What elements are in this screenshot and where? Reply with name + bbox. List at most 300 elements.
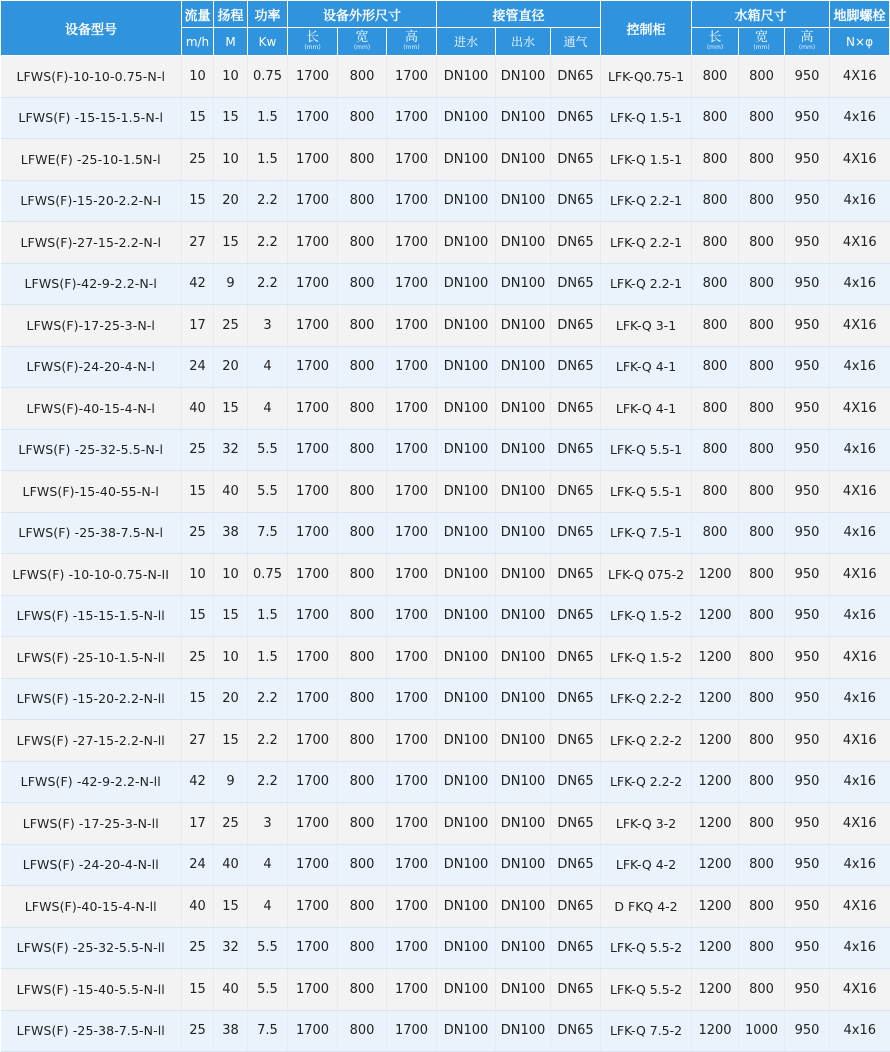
cell-pipe-vent: DN65 — [551, 1010, 601, 1052]
cell-tank-width: 800 — [739, 346, 785, 388]
table-row — [1, 263, 890, 305]
cell-tank-height: 950 — [785, 263, 830, 305]
cell-tank-width: 800 — [739, 678, 785, 720]
table-row — [1, 844, 890, 886]
cell-tank-width: 800 — [739, 139, 785, 181]
cell-length: 1700 — [288, 844, 338, 886]
cell-pipe-in: DN100 — [437, 803, 496, 845]
cell-tank-width: 800 — [739, 720, 785, 762]
cell-head: 32 — [214, 429, 248, 471]
cell-flow: 27 — [182, 720, 214, 762]
cell-cabinet: LFK-Q 2.2-1 — [601, 263, 692, 305]
cell-tank-width: 800 — [739, 512, 785, 554]
cell-tank-width: 800 — [739, 222, 785, 264]
cell-head: 25 — [214, 803, 248, 845]
cell-width: 800 — [338, 886, 387, 928]
cell-power: 2.2 — [248, 263, 288, 305]
cell-power: 2.2 — [248, 678, 288, 720]
header-tank-width — [739, 28, 785, 56]
cell-pipe-vent: DN65 — [551, 844, 601, 886]
cell-flow: 25 — [182, 637, 214, 679]
cell-pipe-in: DN100 — [437, 761, 496, 803]
table-row — [1, 637, 890, 679]
cell-tank-length: 800 — [692, 139, 739, 181]
cell-flow: 17 — [182, 305, 214, 347]
cell-tank-length: 800 — [692, 97, 739, 139]
header-power: 功率 — [248, 1, 288, 28]
cell-head: 15 — [214, 720, 248, 762]
cell-cabinet: LFK-Q 1.5-2 — [601, 637, 692, 679]
cell-pipe-in: DN100 — [437, 56, 496, 98]
cell-pipe-in: DN100 — [437, 720, 496, 762]
cell-pipe-vent: DN65 — [551, 263, 601, 305]
cell-model: LFWS(F) -15-20-2.2-N-ll — [1, 678, 182, 720]
cell-width: 800 — [338, 56, 387, 98]
cell-model: LFWS(F) -42-9-2.2-N-ll — [1, 761, 182, 803]
cell-bolt: 4x16 — [830, 1010, 890, 1052]
table-header — [1, 1, 890, 56]
cell-head: 20 — [214, 678, 248, 720]
header-tank-height-unit: (mm) — [798, 44, 816, 51]
cell-head: 40 — [214, 471, 248, 513]
cell-tank-width: 800 — [739, 56, 785, 98]
cell-tank-length: 800 — [692, 180, 739, 222]
table-row — [1, 678, 890, 720]
cell-model: LFWS(F) -15-40-5.5-N-ll — [1, 969, 182, 1011]
cell-power: 4 — [248, 346, 288, 388]
header-pipe-vent: 通气 — [551, 28, 601, 56]
cell-tank-length: 800 — [692, 512, 739, 554]
header-head: 扬程 — [214, 1, 248, 28]
cell-pipe-out: DN100 — [496, 927, 551, 969]
cell-model: LFWS(F)-17-25-3-N-l — [1, 305, 182, 347]
cell-head: 40 — [214, 969, 248, 1011]
cell-width: 800 — [338, 554, 387, 596]
table-row — [1, 720, 890, 762]
cell-tank-height: 950 — [785, 139, 830, 181]
cell-length: 1700 — [288, 222, 338, 264]
cell-pipe-vent: DN65 — [551, 720, 601, 762]
cell-cabinet: LFK-Q 1.5-1 — [601, 97, 692, 139]
cell-bolt: 4x16 — [830, 429, 890, 471]
cell-tank-length: 1200 — [692, 969, 739, 1011]
cell-flow: 15 — [182, 678, 214, 720]
cell-width: 800 — [338, 305, 387, 347]
cell-tank-height: 950 — [785, 1010, 830, 1052]
cell-tank-length: 1200 — [692, 844, 739, 886]
cell-tank-height: 950 — [785, 471, 830, 513]
header-tank-width-label: 宽 — [755, 30, 769, 45]
cell-cabinet: LFK-Q0.75-1 — [601, 56, 692, 98]
cell-tank-width: 800 — [739, 761, 785, 803]
cell-head: 38 — [214, 1010, 248, 1052]
header-bolt: 地脚螺栓 — [830, 1, 890, 28]
cell-length: 1700 — [288, 595, 338, 637]
table-row — [1, 180, 890, 222]
cell-model: LFWS(F)-40-15-4-N-l — [1, 388, 182, 430]
header-dims-group: 设备外形尺寸 — [288, 1, 437, 28]
cell-power: 0.75 — [248, 56, 288, 98]
cell-bolt: 4X16 — [830, 471, 890, 513]
cell-width: 800 — [338, 595, 387, 637]
cell-length: 1700 — [288, 139, 338, 181]
cell-pipe-in: DN100 — [437, 305, 496, 347]
cell-head: 15 — [214, 595, 248, 637]
cell-tank-height: 950 — [785, 512, 830, 554]
cell-cabinet: LFK-Q 2.2-2 — [601, 761, 692, 803]
cell-pipe-out: DN100 — [496, 139, 551, 181]
cell-flow: 25 — [182, 927, 214, 969]
cell-cabinet: LFK-Q 4-1 — [601, 346, 692, 388]
cell-cabinet: LFK-Q 2.2-1 — [601, 180, 692, 222]
cell-tank-height: 950 — [785, 222, 830, 264]
cell-power: 7.5 — [248, 512, 288, 554]
cell-flow: 10 — [182, 554, 214, 596]
cell-pipe-in: DN100 — [437, 844, 496, 886]
cell-pipe-in: DN100 — [437, 180, 496, 222]
cell-cabinet: LFK-Q 4-2 — [601, 844, 692, 886]
table-row — [1, 512, 890, 554]
cell-pipe-out: DN100 — [496, 595, 551, 637]
header-dim-length-label: 长 — [305, 30, 319, 45]
cell-flow: 24 — [182, 844, 214, 886]
cell-length: 1700 — [288, 803, 338, 845]
cell-pipe-vent: DN65 — [551, 637, 601, 679]
cell-model: LFWS(F)-40-15-4-N-ll — [1, 886, 182, 928]
header-tank-width-unit: (mm) — [753, 44, 770, 51]
cell-height: 1700 — [387, 803, 437, 845]
cell-width: 800 — [338, 388, 387, 430]
cell-pipe-out: DN100 — [496, 512, 551, 554]
cell-height: 1700 — [387, 263, 437, 305]
cell-height: 1700 — [387, 222, 437, 264]
table-row — [1, 595, 890, 637]
cell-tank-length: 800 — [692, 388, 739, 430]
header-cabinet: 控制柜 — [601, 1, 692, 56]
header-pipe-group: 接管直径 — [437, 1, 601, 28]
cell-pipe-vent: DN65 — [551, 429, 601, 471]
cell-cabinet: LFK-Q 2.2-2 — [601, 720, 692, 762]
cell-pipe-out: DN100 — [496, 56, 551, 98]
cell-height: 1700 — [387, 429, 437, 471]
cell-pipe-vent: DN65 — [551, 803, 601, 845]
header-power-unit: Kw — [248, 28, 288, 56]
cell-flow: 25 — [182, 512, 214, 554]
cell-cabinet: LFK-Q 2.2-2 — [601, 678, 692, 720]
cell-width: 800 — [338, 346, 387, 388]
cell-head: 9 — [214, 761, 248, 803]
cell-tank-length: 1200 — [692, 678, 739, 720]
cell-pipe-in: DN100 — [437, 678, 496, 720]
cell-tank-length: 1200 — [692, 927, 739, 969]
cell-cabinet: LFK-Q 7.5-1 — [601, 512, 692, 554]
cell-bolt: 4X16 — [830, 803, 890, 845]
cell-flow: 15 — [182, 97, 214, 139]
cell-tank-width: 800 — [739, 180, 785, 222]
cell-pipe-out: DN100 — [496, 803, 551, 845]
cell-pipe-out: DN100 — [496, 844, 551, 886]
cell-bolt: 4x16 — [830, 512, 890, 554]
cell-length: 1700 — [288, 886, 338, 928]
cell-power: 2.2 — [248, 222, 288, 264]
header-bolt-unit: N×φ — [830, 28, 890, 56]
cell-tank-length: 1200 — [692, 720, 739, 762]
cell-bolt: 4X16 — [830, 305, 890, 347]
cell-pipe-vent: DN65 — [551, 388, 601, 430]
cell-tank-width: 800 — [739, 886, 785, 928]
cell-length: 1700 — [288, 678, 338, 720]
cell-tank-length: 1200 — [692, 803, 739, 845]
cell-flow: 15 — [182, 471, 214, 513]
cell-tank-height: 950 — [785, 927, 830, 969]
cell-bolt: 4x16 — [830, 180, 890, 222]
cell-tank-width: 800 — [739, 637, 785, 679]
cell-height: 1700 — [387, 139, 437, 181]
cell-height: 1700 — [387, 512, 437, 554]
header-pipe-in: 进水 — [437, 28, 496, 56]
cell-head: 20 — [214, 180, 248, 222]
cell-power: 1.5 — [248, 637, 288, 679]
cell-head: 32 — [214, 927, 248, 969]
cell-length: 1700 — [288, 97, 338, 139]
cell-tank-width: 800 — [739, 305, 785, 347]
table-row — [1, 761, 890, 803]
cell-pipe-vent: DN65 — [551, 139, 601, 181]
cell-model: LFWS(F) -15-15-1.5-N-l — [1, 97, 182, 139]
cell-pipe-out: DN100 — [496, 471, 551, 513]
table-row — [1, 429, 890, 471]
cell-head: 10 — [214, 637, 248, 679]
cell-pipe-out: DN100 — [496, 305, 551, 347]
cell-pipe-in: DN100 — [437, 471, 496, 513]
cell-pipe-in: DN100 — [437, 554, 496, 596]
cell-pipe-in: DN100 — [437, 595, 496, 637]
cell-flow: 17 — [182, 803, 214, 845]
cell-power: 0.75 — [248, 554, 288, 596]
header-model: 设备型号 — [1, 1, 182, 56]
cell-tank-width: 800 — [739, 927, 785, 969]
cell-tank-length: 800 — [692, 56, 739, 98]
cell-bolt: 4X16 — [830, 886, 890, 928]
cell-flow: 15 — [182, 180, 214, 222]
cell-width: 800 — [338, 263, 387, 305]
cell-head: 15 — [214, 97, 248, 139]
cell-pipe-vent: DN65 — [551, 554, 601, 596]
cell-tank-length: 1200 — [692, 886, 739, 928]
header-tank-length-unit: (mm) — [706, 44, 724, 51]
cell-tank-height: 950 — [785, 97, 830, 139]
cell-cabinet: LFK-Q 3-1 — [601, 305, 692, 347]
cell-cabinet: LFK-Q 5.5-2 — [601, 927, 692, 969]
header-flow: 流量 — [182, 1, 214, 28]
cell-flow: 25 — [182, 1010, 214, 1052]
cell-tank-height: 950 — [785, 637, 830, 679]
cell-tank-height: 950 — [785, 803, 830, 845]
cell-tank-height: 950 — [785, 56, 830, 98]
table-row — [1, 969, 890, 1011]
cell-flow: 24 — [182, 346, 214, 388]
cell-head: 10 — [214, 554, 248, 596]
cell-length: 1700 — [288, 388, 338, 430]
cell-model: LFWS(F) -27-15-2.2-N-ll — [1, 720, 182, 762]
cell-bolt: 4X16 — [830, 139, 890, 181]
cell-model: LFWS(F) -15-15-1.5-N-ll — [1, 595, 182, 637]
cell-tank-length: 800 — [692, 263, 739, 305]
cell-pipe-vent: DN65 — [551, 180, 601, 222]
cell-head: 15 — [214, 388, 248, 430]
cell-tank-height: 950 — [785, 554, 830, 596]
header-dim-width-label: 宽 — [355, 30, 369, 45]
cell-width: 800 — [338, 927, 387, 969]
cell-cabinet: LFK-Q 075-2 — [601, 554, 692, 596]
cell-flow: 15 — [182, 969, 214, 1011]
header-tank-height — [785, 28, 830, 56]
cell-tank-width: 800 — [739, 803, 785, 845]
cell-width: 800 — [338, 720, 387, 762]
cell-tank-width: 800 — [739, 969, 785, 1011]
cell-bolt: 4x16 — [830, 761, 890, 803]
table-row — [1, 927, 890, 969]
cell-power: 3 — [248, 305, 288, 347]
cell-length: 1700 — [288, 637, 338, 679]
cell-cabinet: LFK-Q 4-1 — [601, 388, 692, 430]
cell-tank-length: 1200 — [692, 637, 739, 679]
table-row — [1, 388, 890, 430]
cell-model: LFWE(F) -25-10-1.5N-l — [1, 139, 182, 181]
cell-power: 2.2 — [248, 761, 288, 803]
cell-tank-width: 800 — [739, 263, 785, 305]
cell-power: 1.5 — [248, 595, 288, 637]
header-dim-width — [338, 28, 387, 56]
cell-head: 38 — [214, 512, 248, 554]
cell-pipe-vent: DN65 — [551, 56, 601, 98]
cell-bolt: 4x16 — [830, 263, 890, 305]
cell-tank-width: 800 — [739, 97, 785, 139]
cell-pipe-out: DN100 — [496, 346, 551, 388]
header-dim-width-unit: (mm) — [353, 44, 371, 51]
header-flow-unit: m/h — [182, 28, 214, 56]
cell-height: 1700 — [387, 595, 437, 637]
cell-pipe-in: DN100 — [437, 1010, 496, 1052]
cell-height: 1700 — [387, 471, 437, 513]
cell-bolt: 4x16 — [830, 595, 890, 637]
header-dim-height-label: 高 — [405, 30, 419, 45]
cell-pipe-out: DN100 — [496, 761, 551, 803]
cell-tank-length: 800 — [692, 305, 739, 347]
header-dim-length — [288, 28, 338, 56]
cell-pipe-vent: DN65 — [551, 927, 601, 969]
cell-model: LFWS(F)-27-15-2.2-N-l — [1, 222, 182, 264]
cell-width: 800 — [338, 471, 387, 513]
cell-tank-length: 1200 — [692, 761, 739, 803]
cell-bolt: 4X16 — [830, 969, 890, 1011]
cell-head: 9 — [214, 263, 248, 305]
cell-bolt: 4x16 — [830, 844, 890, 886]
cell-tank-length: 800 — [692, 222, 739, 264]
cell-length: 1700 — [288, 927, 338, 969]
cell-pipe-vent: DN65 — [551, 97, 601, 139]
cell-pipe-out: DN100 — [496, 969, 551, 1011]
cell-pipe-in: DN100 — [437, 886, 496, 928]
header-head-unit: M — [214, 28, 248, 56]
cell-flow: 10 — [182, 56, 214, 98]
cell-pipe-vent: DN65 — [551, 305, 601, 347]
cell-height: 1700 — [387, 969, 437, 1011]
cell-length: 1700 — [288, 56, 338, 98]
cell-length: 1700 — [288, 263, 338, 305]
cell-width: 800 — [338, 180, 387, 222]
header-tank-length — [692, 28, 739, 56]
header-pipe-out: 出水 — [496, 28, 551, 56]
cell-bolt: 4x16 — [830, 678, 890, 720]
cell-model: LFWS(F)-15-20-2.2-N-I — [1, 180, 182, 222]
cell-tank-height: 950 — [785, 844, 830, 886]
cell-bolt: 4x16 — [830, 927, 890, 969]
cell-power: 7.5 — [248, 1010, 288, 1052]
table-row — [1, 305, 890, 347]
cell-pipe-out: DN100 — [496, 678, 551, 720]
cell-pipe-vent: DN65 — [551, 969, 601, 1011]
header-tank-height-label: 高 — [800, 30, 814, 45]
cell-bolt: 4X16 — [830, 720, 890, 762]
cell-pipe-in: DN100 — [437, 429, 496, 471]
header-tank-length-label: 长 — [708, 30, 722, 45]
cell-pipe-in: DN100 — [437, 969, 496, 1011]
cell-bolt: 4X16 — [830, 56, 890, 98]
cell-pipe-out: DN100 — [496, 263, 551, 305]
cell-pipe-out: DN100 — [496, 886, 551, 928]
cell-pipe-out: DN100 — [496, 388, 551, 430]
cell-power: 1.5 — [248, 139, 288, 181]
cell-model: LFWS(F)-15-40-55-N-l — [1, 471, 182, 513]
cell-length: 1700 — [288, 1010, 338, 1052]
cell-power: 2.2 — [248, 180, 288, 222]
cell-power: 5.5 — [248, 927, 288, 969]
cell-pipe-in: DN100 — [437, 637, 496, 679]
cell-model: LFWS(F) -24-20-4-N-ll — [1, 844, 182, 886]
cell-bolt: 4X16 — [830, 222, 890, 264]
cell-tank-width: 1000 — [739, 1010, 785, 1052]
cell-pipe-vent: DN65 — [551, 471, 601, 513]
cell-bolt: 4x16 — [830, 97, 890, 139]
cell-model: LFWS(F)-24-20-4-N-l — [1, 346, 182, 388]
cell-cabinet: LFK-Q 5.5-1 — [601, 429, 692, 471]
cell-model: LFWS(F)-42-9-2.2-N-l — [1, 263, 182, 305]
cell-power: 4 — [248, 844, 288, 886]
cell-flow: 27 — [182, 222, 214, 264]
cell-height: 1700 — [387, 554, 437, 596]
cell-height: 1700 — [387, 56, 437, 98]
cell-head: 10 — [214, 139, 248, 181]
cell-pipe-vent: DN65 — [551, 222, 601, 264]
cell-power: 4 — [248, 886, 288, 928]
cell-tank-height: 950 — [785, 720, 830, 762]
cell-width: 800 — [338, 844, 387, 886]
cell-length: 1700 — [288, 471, 338, 513]
cell-pipe-out: DN100 — [496, 554, 551, 596]
cell-tank-height: 950 — [785, 388, 830, 430]
cell-length: 1700 — [288, 429, 338, 471]
cell-height: 1700 — [387, 927, 437, 969]
cell-head: 10 — [214, 56, 248, 98]
cell-pipe-in: DN100 — [437, 97, 496, 139]
cell-height: 1700 — [387, 388, 437, 430]
cell-tank-length: 1200 — [692, 595, 739, 637]
cell-bolt: 4X16 — [830, 388, 890, 430]
cell-pipe-vent: DN65 — [551, 512, 601, 554]
cell-height: 1700 — [387, 720, 437, 762]
cell-flow: 15 — [182, 595, 214, 637]
